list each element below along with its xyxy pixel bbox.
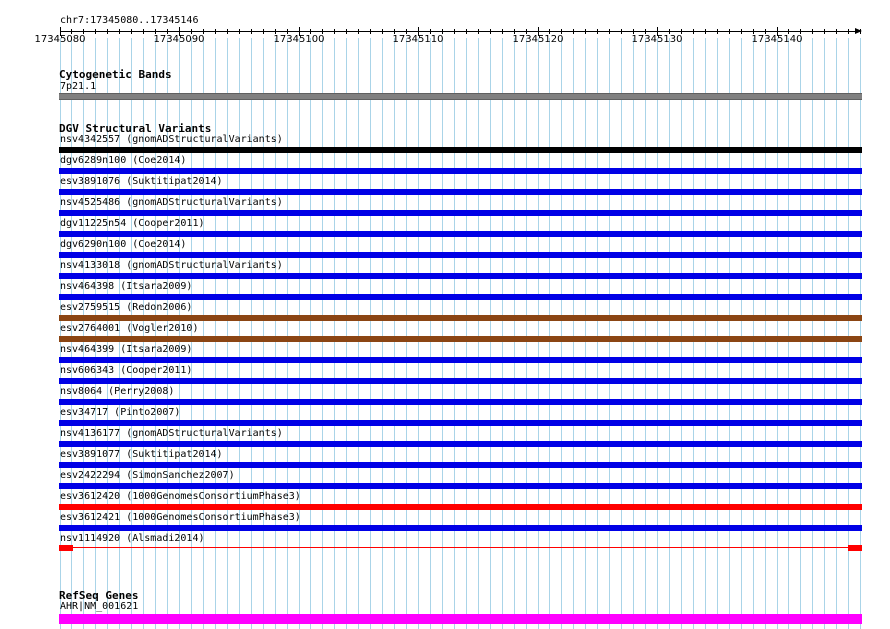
- variant-bar[interactable]: [59, 336, 862, 342]
- variant-label[interactable]: dgv11225n54 (Cooper2011): [60, 218, 205, 229]
- minor-tick: [346, 29, 347, 34]
- minor-tick: [800, 29, 801, 34]
- tick-label: 17345130: [631, 34, 683, 45]
- variant-bar[interactable]: [59, 525, 862, 531]
- variant-label[interactable]: nsv4525486 (gnomADStructuralVariants): [60, 197, 283, 208]
- minor-tick: [729, 29, 730, 34]
- minor-tick: [382, 29, 383, 34]
- variant-bar[interactable]: [59, 210, 862, 216]
- position-label: chr7:17345080..17345146: [60, 15, 199, 26]
- variant-block[interactable]: [59, 545, 73, 551]
- dgv-track-title[interactable]: DGV Structural Variants: [59, 122, 212, 135]
- variant-label[interactable]: dgv6290n100 (Coe2014): [60, 239, 187, 250]
- variant-label[interactable]: esv3891077 (Suktitipat2014): [60, 449, 223, 460]
- minor-tick: [609, 29, 610, 34]
- variant-label[interactable]: nsv464399 (Itsara2009): [60, 344, 193, 355]
- minor-tick: [466, 29, 467, 34]
- minor-tick: [502, 29, 503, 34]
- minor-tick: [561, 29, 562, 34]
- refseq-track-title[interactable]: RefSeq Genes: [59, 589, 139, 602]
- minor-tick: [705, 29, 706, 34]
- minor-tick: [358, 29, 359, 34]
- variant-bar[interactable]: [59, 399, 862, 405]
- tick-label: 17345100: [273, 34, 325, 45]
- minor-tick: [191, 29, 192, 34]
- variant-label[interactable]: esv3612421 (1000GenomesConsortiumPhase3): [60, 512, 301, 523]
- tick-label: 17345080: [34, 34, 86, 45]
- minor-tick: [573, 29, 574, 34]
- minor-tick: [669, 29, 670, 34]
- minor-tick: [370, 29, 371, 34]
- variant-label[interactable]: nsv464398 (Itsara2009): [60, 281, 193, 292]
- minor-tick: [478, 29, 479, 34]
- variant-label[interactable]: esv34717 (Pinto2007): [60, 407, 181, 418]
- minor-tick: [251, 29, 252, 34]
- minor-tick: [239, 29, 240, 34]
- minor-tick: [788, 29, 789, 34]
- minor-tick: [717, 29, 718, 34]
- minor-tick: [454, 29, 455, 34]
- variant-intron-line[interactable]: [59, 547, 862, 548]
- variant-label[interactable]: esv3891076 (Suktitipat2014): [60, 176, 223, 187]
- minor-tick: [741, 29, 742, 34]
- minor-tick: [597, 29, 598, 34]
- variant-bar[interactable]: [59, 252, 862, 258]
- minor-tick: [681, 29, 682, 34]
- variant-bar[interactable]: [59, 378, 862, 384]
- minor-tick: [119, 29, 120, 34]
- minor-tick: [693, 29, 694, 34]
- minor-tick: [215, 29, 216, 34]
- variant-bar[interactable]: [59, 462, 862, 468]
- tick-label: 17345110: [392, 34, 444, 45]
- variant-label[interactable]: dgv6289n100 (Coe2014): [60, 155, 187, 166]
- variant-bar[interactable]: [59, 147, 862, 153]
- minor-tick: [334, 29, 335, 34]
- minor-tick: [860, 29, 861, 34]
- tick-label: 17345120: [512, 34, 564, 45]
- variant-bar[interactable]: [59, 294, 862, 300]
- variant-label[interactable]: nsv4133018 (gnomADStructuralVariants): [60, 260, 283, 271]
- variant-label[interactable]: nsv1114920 (Alsmadi2014): [60, 533, 205, 544]
- minor-tick: [812, 29, 813, 34]
- minor-tick: [836, 29, 837, 34]
- minor-tick: [71, 29, 72, 34]
- minor-tick: [549, 29, 550, 34]
- variant-bar[interactable]: [59, 189, 862, 195]
- variant-bar[interactable]: [59, 504, 862, 510]
- variant-label[interactable]: esv2422294 (SimonSanchez2007): [60, 470, 235, 481]
- minor-tick: [824, 29, 825, 34]
- minor-tick: [95, 29, 96, 34]
- minor-tick: [322, 29, 323, 34]
- variant-bar[interactable]: [59, 231, 862, 237]
- minor-tick: [490, 29, 491, 34]
- variant-label[interactable]: nsv4342557 (gnomADStructuralVariants): [60, 134, 283, 145]
- variant-bar[interactable]: [59, 441, 862, 447]
- minor-tick: [131, 29, 132, 34]
- minor-tick: [848, 29, 849, 34]
- variant-label[interactable]: nsv606343 (Cooper2011): [60, 365, 193, 376]
- cytoband-label: 7p21.1: [60, 81, 97, 92]
- variant-bar[interactable]: [59, 357, 862, 363]
- variant-bar[interactable]: [59, 168, 862, 174]
- variant-label[interactable]: esv2764001 (Vogler2010): [60, 323, 199, 334]
- tick-label: 17345140: [751, 34, 803, 45]
- minor-tick: [143, 29, 144, 34]
- minor-tick: [227, 29, 228, 34]
- refseq-gene-label[interactable]: AHR|NM_001621: [60, 601, 139, 612]
- minor-tick: [83, 29, 84, 34]
- minor-tick: [585, 29, 586, 34]
- variant-label[interactable]: esv2759515 (Redon2006): [60, 302, 193, 313]
- minor-tick: [430, 29, 431, 34]
- variant-bar[interactable]: [59, 315, 862, 321]
- variant-label[interactable]: esv3612420 (1000GenomesConsortiumPhase3): [60, 491, 301, 502]
- minor-tick: [263, 29, 264, 34]
- variant-block[interactable]: [848, 545, 862, 551]
- variant-bar[interactable]: [59, 420, 862, 426]
- minor-tick: [203, 29, 204, 34]
- tick-label: 17345090: [153, 34, 205, 45]
- variant-bar[interactable]: [59, 483, 862, 489]
- minor-tick: [621, 29, 622, 34]
- minor-tick: [107, 29, 108, 34]
- refseq-gene-bar[interactable]: [59, 614, 862, 624]
- minor-tick: [442, 29, 443, 34]
- variant-label[interactable]: nsv8064 (Perry2008): [60, 386, 175, 397]
- variant-label[interactable]: nsv4136177 (gnomADStructuralVariants): [60, 428, 283, 439]
- cytoband-track-title[interactable]: Cytogenetic Bands: [59, 68, 172, 81]
- variant-bar[interactable]: [59, 273, 862, 279]
- cytoband-bar[interactable]: [59, 93, 862, 100]
- minor-tick: [310, 29, 311, 34]
